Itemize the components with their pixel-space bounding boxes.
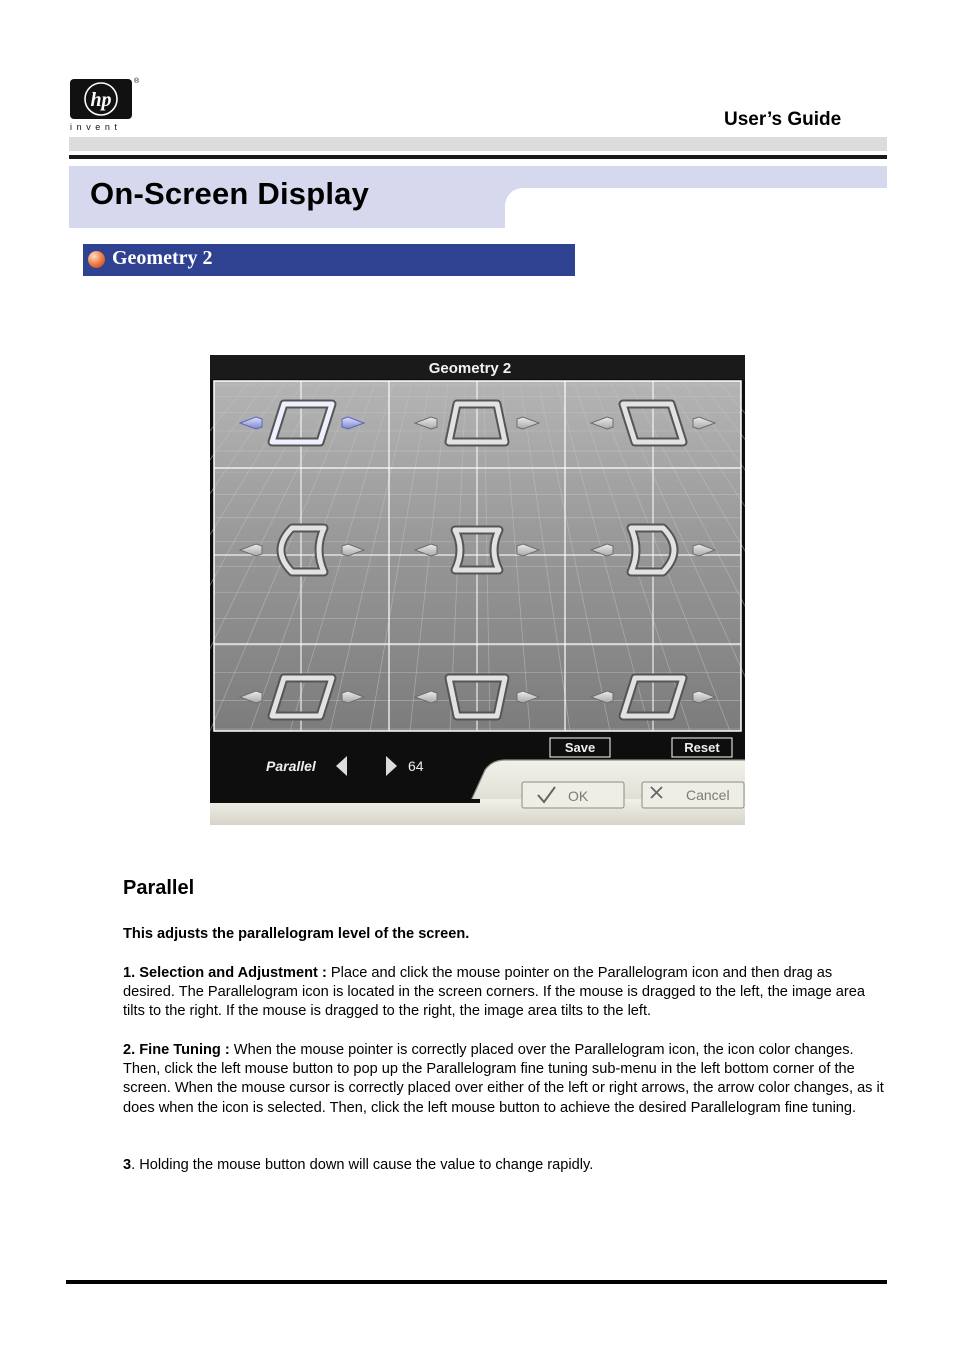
intro-paragraph: This adjusts the parallelogram level of the screen. [123,926,470,942]
cancel-button[interactable]: Cancel [686,787,730,803]
setting-value: 64 [408,758,424,774]
paragraph-selection [123,964,887,1022]
subheading: Parallel [123,877,195,899]
paragraph-label: 2. Fine Tuning : [123,1042,230,1058]
paragraph-fine-tuning [123,1041,887,1118]
page-title: On-Screen Display [90,176,370,211]
hp-logo [70,79,132,119]
paragraph-holding [123,1156,887,1175]
osd-window [210,355,745,825]
section-title: Geometry 2 [112,247,213,269]
header-rule [69,155,887,159]
title-band-corner [505,188,525,228]
paragraph-text: When the mouse pointer is correctly placed over the Parallelogram icon, the icon color changes. Then, click the left mouse button to pop up the Parallelogram fine tuning sub-menu in the left bottom corner of the screen. When the mouse cursor is correctly placed over either of the left or right arrows, the arrow color changes, as it does when the icon is selected. Then, click the left mouse button to achieve the desired Parallelogram fine tuning. [123,1042,884,1116]
header-band [69,137,887,151]
setting-label: Parallel [266,758,316,774]
bullet-icon [88,251,105,268]
ok-button[interactable]: OK [568,788,589,804]
footer-rule [66,1280,887,1284]
paragraph-label: 3 [123,1157,132,1173]
paragraph-text: . Holding the mouse button down will cause the value to change rapidly. [131,1157,594,1173]
title-band-extension [505,166,887,188]
save-button[interactable]: Save [564,740,596,755]
registered-mark: ® [134,78,140,85]
paragraph-text: Place and click the mouse pointer on the Parallelogram icon and then drag as desired. The Parallelogram icon is located in the screen corners. If the mouse is dragged to the left, the image area tilts to the right. If the mouse is dragged to the right, the image area tilts to the left. [123,965,865,1020]
logo-text: hp [90,89,112,111]
paragraph-label: 1. Selection and Adjustment : [123,965,327,981]
logo-tagline: invent [70,122,122,132]
osd-window-title: Geometry 2 [428,360,512,377]
guide-title: User’s Guide [724,109,842,130]
reset-button[interactable]: Reset [684,740,720,755]
